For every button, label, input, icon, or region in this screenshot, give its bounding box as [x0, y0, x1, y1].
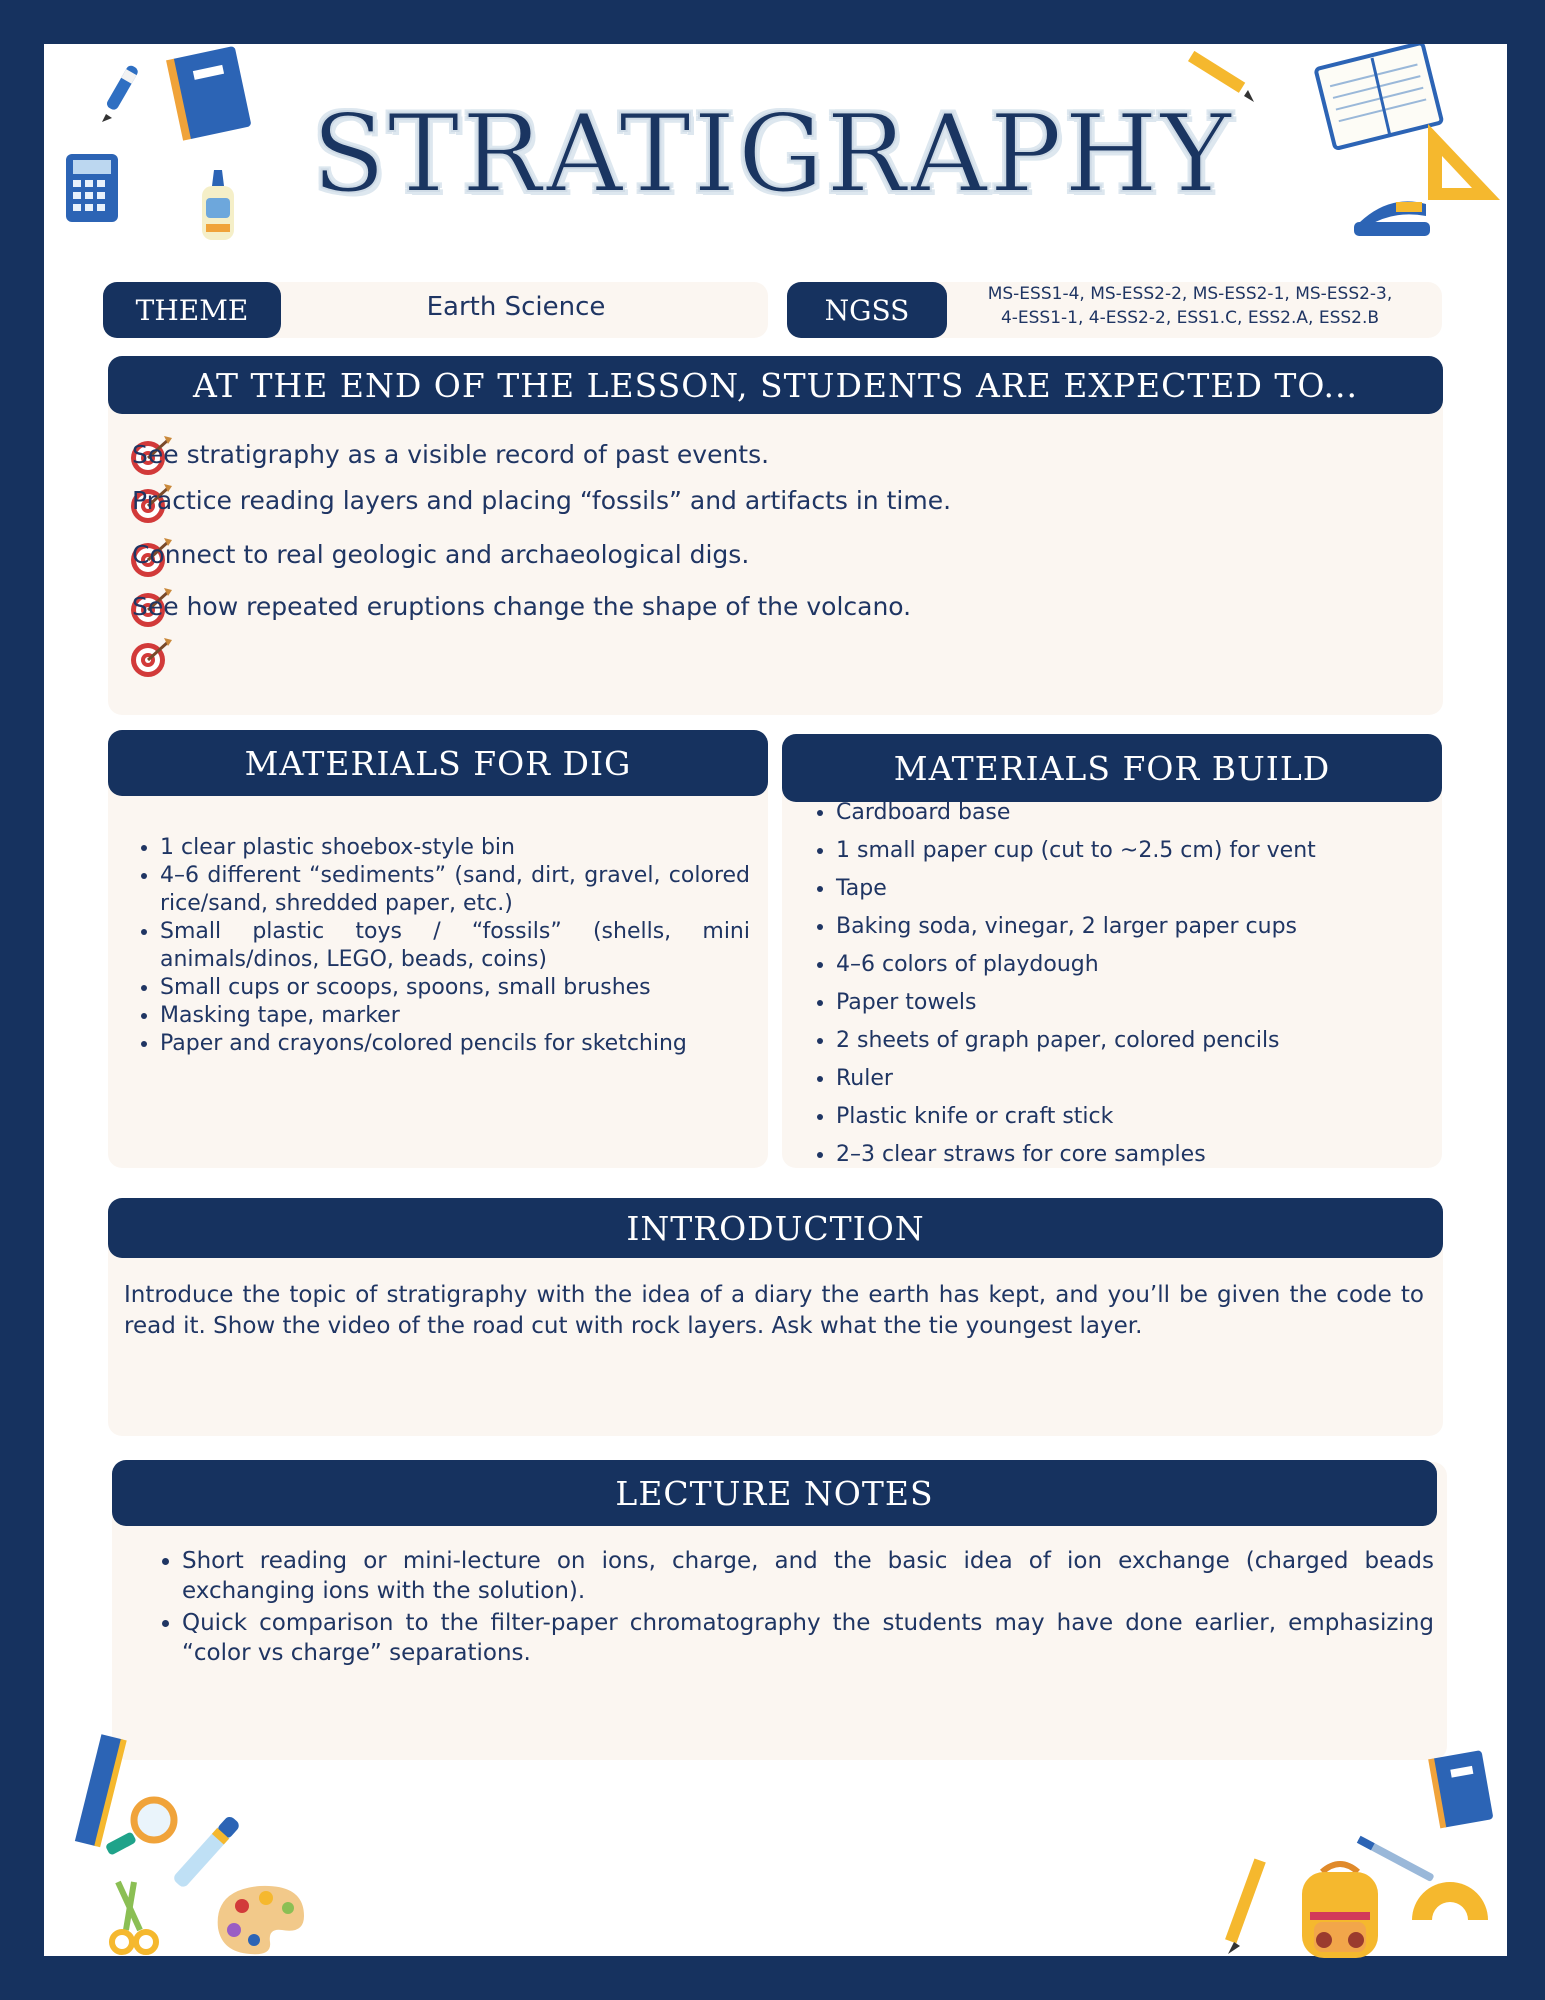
ngss-line-1: MS-ESS1-4, MS-ESS2-2, MS-ESS2-1, MS-ESS2-3,	[987, 284, 1393, 304]
list-item: • 2–3 clear straws for core samples	[836, 1136, 1428, 1174]
notebook-icon	[160, 44, 260, 144]
list-item: • Short reading or mini-lecture on ions, charge, and the basic idea of ion exchange (charged beads exchanging ions with the solution).	[182, 1546, 1434, 1606]
notebook-icon	[1428, 1748, 1496, 1832]
lecture-notes-list-wrap	[154, 1546, 1434, 1670]
list-item: • 4–6 colors of playdough	[836, 946, 1428, 984]
list-item: • Plastic knife or craft stick	[836, 1098, 1428, 1136]
scissors-icon	[100, 1878, 170, 1958]
paint-palette-icon	[210, 1878, 310, 1958]
ngss-standards	[950, 282, 1430, 330]
stapler-icon	[1350, 188, 1434, 244]
lecture-notes-heading: LECTURE NOTES	[112, 1460, 1437, 1526]
protractor-icon	[1408, 1870, 1492, 1924]
lecture-notes-list	[154, 1546, 1434, 1668]
list-item: • Paper towels	[836, 984, 1428, 1022]
pencil-icon	[1220, 1850, 1270, 1960]
calculator-icon	[62, 150, 122, 226]
objective-item: See how repeated eruptions change the shape of the volcano.	[132, 591, 912, 621]
materials-build-list-wrap	[808, 794, 1428, 1174]
pencil-icon	[1180, 44, 1260, 106]
introduction-heading: INTRODUCTION	[108, 1198, 1443, 1258]
target-icon	[128, 636, 172, 680]
objectives-heading: AT THE END OF THE LESSON, STUDENTS ARE EXPECTED TO...	[108, 356, 1443, 414]
materials-build-list	[808, 794, 1428, 1174]
list-item: • Paper and crayons/colored pencils for sketching	[160, 1030, 750, 1058]
page-title: STRATIGRAPHY	[311, 92, 1234, 217]
objective-item: See stratigraphy as a visible record of past events.	[132, 439, 770, 469]
list-item: • Baking soda, vinegar, 2 larger paper cups	[836, 908, 1428, 946]
ngss-line-2: 4-ESS1-1, 4-ESS2-2, ESS1.C, ESS2.A, ESS2.B	[1000, 308, 1380, 328]
pen-icon	[92, 60, 142, 130]
list-item: • 1 clear plastic shoebox-style bin	[160, 834, 750, 862]
materials-dig-list	[132, 834, 750, 1058]
list-item: • Ruler	[836, 1060, 1428, 1098]
ngss-label: NGSS	[787, 282, 947, 338]
introduction-text: Introduce the topic of stratigraphy with the idea of a diary the earth has kept, and you’ll be given the code to read it. Show the video of the road cut with rock layers. Ask what the tie youngest layer.	[124, 1282, 1424, 1339]
materials-dig-heading: MATERIALS FOR DIG	[108, 730, 768, 796]
objective-item: Connect to real geologic and archaeological digs.	[132, 539, 750, 569]
materials-build-heading: MATERIALS FOR BUILD	[782, 734, 1442, 802]
materials-dig-list-wrap	[132, 834, 750, 1058]
list-item: • 4–6 different “sediments” (sand, dirt, gravel, colored rice/sand, shredded paper, etc.)	[160, 862, 750, 918]
list-item: • 1 small paper cup (cut to ~2.5 cm) for vent	[836, 832, 1428, 870]
set-square-icon	[1424, 120, 1504, 204]
list-item: • Cardboard base	[836, 794, 1428, 832]
list-item: • Small plastic toys / “fossils” (shells, mini animals/dinos, LEGO, beads, coins)	[160, 918, 750, 974]
list-item: • 2 sheets of graph paper, colored pencils	[836, 1022, 1428, 1060]
list-item: • Small cups or scoops, spoons, small brushes	[160, 974, 750, 1002]
list-item: • Quick comparison to the filter-paper chromatography the students may have done earlier, emphasizing “color vs charge” separations.	[182, 1608, 1434, 1668]
theme-label: THEME	[103, 282, 281, 338]
list-item: • Masking tape, marker	[160, 1002, 750, 1030]
list-item: • Tape	[836, 870, 1428, 908]
theme-value: Earth Science	[426, 292, 606, 322]
objective-item: Practice reading layers and placing “fossils” and artifacts in time.	[132, 485, 952, 515]
glue-bottle-icon	[190, 168, 246, 244]
